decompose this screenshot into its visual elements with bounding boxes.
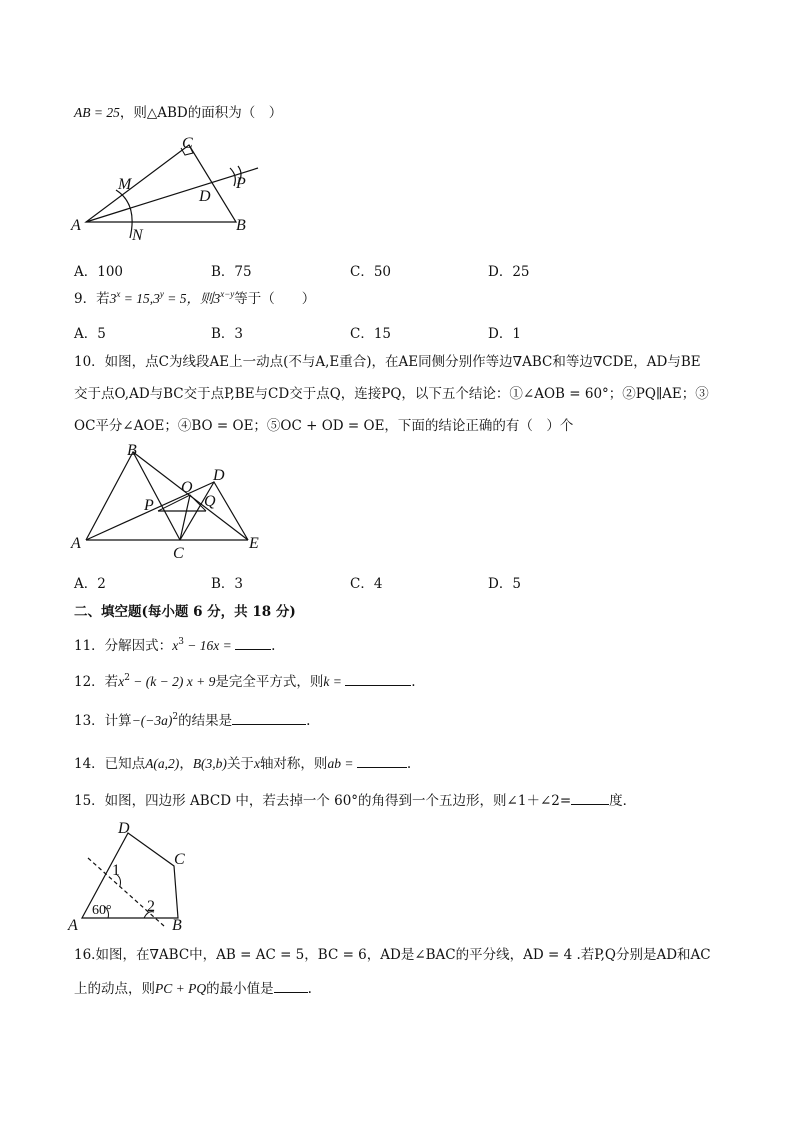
q8-label-d: D	[199, 188, 211, 205]
q15-label-c: C	[174, 851, 185, 868]
q8-label-m: M	[118, 176, 132, 193]
q8-stem	[74, 104, 282, 122]
q15-label-a: A	[68, 917, 78, 934]
q8-label-n: N	[132, 227, 143, 244]
q12-prefix: 12．若	[74, 674, 119, 690]
q14-stem	[74, 753, 411, 773]
q9-sup-1: x	[116, 289, 121, 299]
q14-sep: ，	[179, 756, 193, 772]
q9-math-3: = 5，则3	[163, 291, 221, 306]
q9-sup-2: y	[159, 289, 164, 299]
q13-prefix: 13．计算	[74, 713, 132, 729]
q14-var: ab =	[327, 756, 357, 771]
q9-stem	[74, 290, 315, 308]
q16-suffix: 的最小值是	[206, 981, 274, 997]
q16-answer-blank[interactable]	[274, 978, 308, 993]
q8-math: AB = 25	[74, 105, 120, 120]
q9-option-b: B．3	[211, 326, 244, 342]
q15-stem	[74, 790, 636, 810]
q10-line-2: 交于点O,AD与BC交于点P,BE与CD交于点Q，连接PQ，以下五个结论：①∠AOB = 60°；②PQ∥AE；③	[74, 386, 709, 402]
q16-line-2	[74, 978, 312, 998]
q11-prefix: 11．分解因式：	[74, 638, 173, 654]
q10-label-p: P	[144, 497, 154, 514]
q11-sup: 3	[178, 637, 184, 647]
q9-option-d: D．1	[488, 326, 521, 342]
q10-line-oc	[180, 495, 190, 540]
q14-point-b: B(3,b)	[192, 756, 227, 771]
q15-figure	[68, 818, 208, 933]
q16-expr: PC + PQ	[155, 981, 207, 996]
q10-label-o: O	[181, 479, 193, 496]
q11-expr-2: − 16x =	[183, 638, 236, 653]
q10-option-a: A．2	[74, 576, 106, 592]
q16-prefix: 上的动点，则	[74, 981, 155, 997]
q8-figure	[68, 132, 268, 242]
q10-line-3: OC平分∠AOE；④BO = OE；⑤OC + OD = OE，下面的结论正确的有（ ）个	[74, 418, 574, 434]
q12-var: k =	[323, 674, 346, 689]
q8-label-a: A	[71, 217, 81, 234]
q13-answer-blank[interactable]	[232, 710, 306, 725]
q12-stem	[74, 671, 416, 691]
q15-label-b: B	[172, 917, 182, 934]
q10-triangle-abc	[86, 452, 180, 540]
q8-text: ，则△ABD的面积为（ ）	[119, 105, 283, 121]
q9-option-a: A．5	[74, 326, 106, 342]
q14-point-a: A(a,2)	[145, 756, 180, 771]
q12-expr: x	[118, 674, 125, 689]
q16-line-1: 16.如图，在∇ABC中，AB = AC = 5，BC = 6，AD是∠BAC的平分线，AD = 4 .若P,Q分别是AD和AC	[74, 947, 711, 963]
q11-stem	[74, 635, 275, 655]
q11-end: .	[271, 638, 276, 654]
q10-figure	[68, 440, 268, 560]
q13-suffix: 的结果是	[178, 713, 233, 729]
q12-end: .	[411, 674, 416, 690]
q8-option-a: A．100	[74, 264, 124, 280]
q15-label-d: D	[118, 820, 130, 837]
q8-label-p: P	[236, 175, 246, 192]
q11-answer-blank[interactable]	[235, 635, 271, 650]
q8-triangle	[86, 145, 236, 222]
q8-label-c: C	[182, 135, 193, 152]
q15-answer-blank[interactable]	[571, 790, 609, 805]
q10-option-c: C．4	[350, 576, 383, 592]
q14-mid-2: 轴对称，则	[259, 756, 328, 772]
q8-bisector-line	[86, 168, 258, 222]
q15-label-angle-2: 2	[147, 898, 155, 915]
q12-expr-2: − (k − 2) x + 9	[129, 674, 216, 689]
q14-end: .	[406, 756, 412, 772]
q8-option-c: C．50	[350, 264, 392, 280]
q14-mid: 关于	[226, 756, 254, 772]
q10-label-q: Q	[204, 493, 216, 510]
q9-prefix: 9．若	[74, 291, 110, 307]
q10-label-b: B	[127, 442, 137, 459]
q10-label-d: D	[213, 467, 225, 484]
q10-label-c: C	[173, 545, 184, 562]
q12-mid: 是完全平方式，则	[215, 674, 324, 690]
q13-expr: −(−3a)	[131, 713, 173, 728]
q14-answer-blank[interactable]	[357, 753, 407, 768]
q9-suffix: 等于（ ）	[234, 291, 316, 307]
q10-option-b: B．3	[211, 576, 244, 592]
q15-label-angle-1: 1	[112, 862, 120, 879]
q16-end: .	[307, 981, 312, 997]
q12-answer-blank[interactable]	[345, 671, 411, 686]
q9-math-2: = 15,3	[120, 291, 160, 306]
q11-expr: x	[172, 638, 179, 653]
q9-math-1: 3	[109, 291, 117, 306]
q9-sup-3: x−y	[220, 289, 235, 299]
q10-option-d: D．5	[488, 576, 521, 592]
q14-prefix: 14．已知点	[74, 756, 146, 772]
q15-unit: 度．	[609, 793, 637, 809]
q14-axis: x	[253, 756, 260, 771]
q10-line-1: 10．如图，点C为线段AE上一动点(不与A,E重合)，在AE同侧分别作等边∇ABC和等边∇CDE，AD与BE	[74, 354, 701, 370]
q10-label-e: E	[249, 535, 259, 552]
q9-option-c: C．15	[350, 326, 392, 342]
q15-label-angle-60: 60°	[92, 903, 112, 918]
q8-label-b: B	[236, 217, 246, 234]
q12-sup: 2	[124, 673, 130, 683]
q13-stem	[74, 710, 310, 730]
q13-end: .	[306, 713, 311, 729]
q10-label-a: A	[71, 535, 81, 552]
section-2-heading: 二、填空题(每小题 6 分，共 18 分)	[74, 604, 296, 620]
q8-option-b: B．75	[211, 264, 252, 280]
q8-option-d: D．25	[488, 264, 530, 280]
q15-text: 15．如图，四边形 ABCD 中，若去掉一个 60°的角得到一个五边形，则∠1＋∠2=	[74, 793, 572, 809]
q13-sup: 2	[172, 712, 179, 722]
